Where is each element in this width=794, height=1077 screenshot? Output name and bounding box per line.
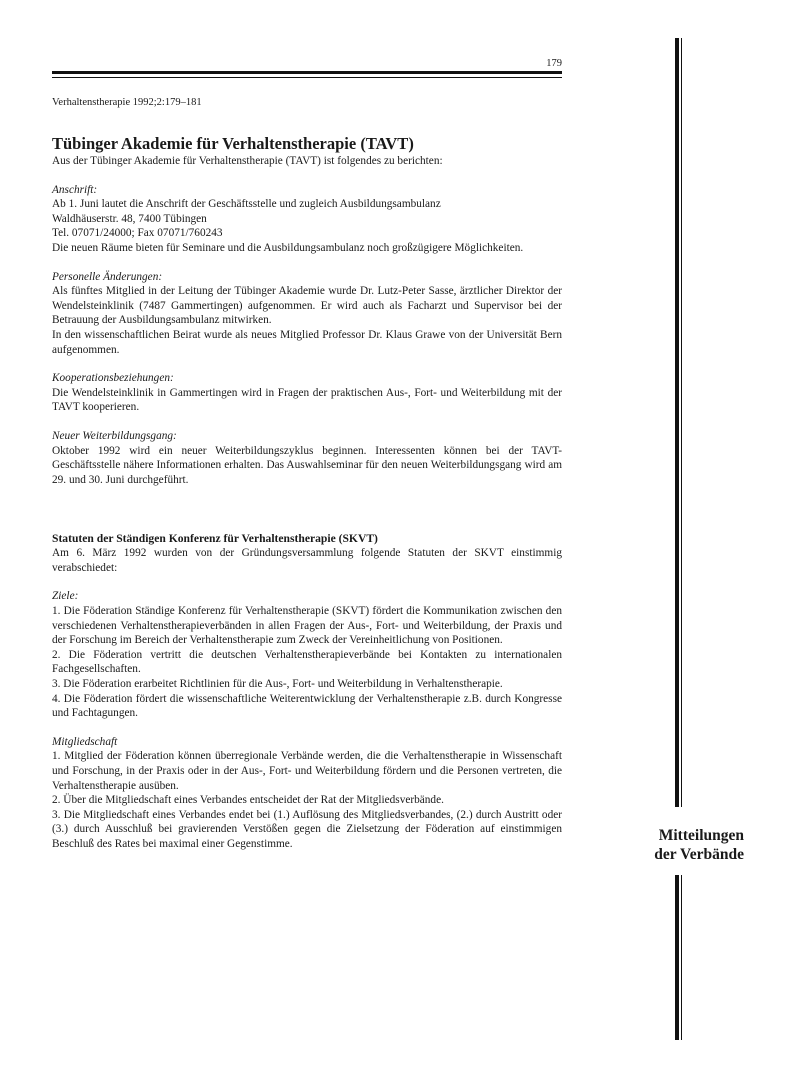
- sidebar-label-line2: der Verbände: [654, 846, 744, 863]
- journal-citation: Verhaltenstherapie 1992;2:179–181: [52, 97, 202, 108]
- paragraph: Die neuen Räume bieten für Seminare und die Ausbildungsambulanz noch großzügigere Möglichkeiten.: [52, 241, 524, 254]
- sidebar-bar-top-thin: [681, 38, 682, 807]
- list-item: 3. Die Mitgliedschaft eines Verbandes endet bei (1.) Auflösung des Mitgliedsverbandes, (2.) durch Austritt oder (3.) durch Ausschluß bei gravierenden Verstößen gegen die Zielsetzung der Föderation auf einstimmigen Beschluß des Rates bei maximal einer Gegenstimme.: [52, 808, 562, 850]
- sidebar-section-label: [620, 826, 744, 864]
- list-item: 4. Die Föderation fördert die wissenschaftliche Weiterentwicklung der Verhaltenstherapie z.B. durch Kongresse und Fachtagungen.: [52, 692, 562, 720]
- article-content: [52, 134, 562, 852]
- list-item: 2. Über die Mitgliedschaft eines Verbandes entscheidet der Rat der Mitgliedsverbände.: [52, 794, 444, 807]
- subsection-heading-anschrift: Anschrift:: [52, 183, 98, 196]
- section-intro: Aus der Tübinger Akademie für Verhaltenstherapie (TAVT) ist folgendes zu berichten:: [52, 155, 443, 167]
- subsection-heading-personelle: Personelle Änderungen:: [52, 270, 163, 283]
- subsection-heading-kooperation: Kooperationsbeziehungen:: [52, 372, 174, 385]
- paragraph: Als fünftes Mitglied in der Leitung der Tübinger Akademie wurde Dr. Lutz-Peter Sasse, ärztlicher Direktor der Wendelsteinklinik (7487 Gammertingen) aufgenommen. Er wird auch als Facharzt und Supervisor bei der Betrauung der Ausbildungsambulanz mitwirken.: [52, 285, 562, 327]
- page-number: 179: [546, 58, 562, 69]
- list-item: 1. Die Föderation Ständige Konferenz für Verhaltenstherapie (SKVT) fördert die Kommunikation zwischen den verschiedenen Verhaltenstherapieverbänden in allen Fragen der Aus-, Fort- und Weiterbildung, der Praxis und der Forschung im Bereich der Verhaltenstherapie zum Zweck der Vereinheitlichung von Positionen.: [52, 605, 562, 647]
- paragraph: Waldhäuserstr. 48, 7400 Tübingen: [52, 212, 207, 225]
- section-tavt: [52, 134, 562, 487]
- subsection-heading-mitgliedschaft: Mitgliedschaft: [52, 735, 118, 748]
- subsection-heading-ziele: Ziele:: [52, 590, 79, 603]
- paragraph: Oktober 1992 wird ein neuer Weiterbildungszyklus beginnen. Interessenten können bei der TAVT-Geschäftsstelle nähere Informationen erhalten. Das Auswahlseminar für den neuen Weiterbildungsgang wird am 29. und 30. Juni durchgeführt.: [52, 444, 562, 486]
- sidebar-bar-top: [675, 38, 679, 807]
- paragraph: In den wissenschaftlichen Beirat wurde als neues Mitglied Professor Dr. Klaus Grawe von der Universität Bern aufgenommen.: [52, 328, 562, 356]
- sidebar-bar-bottom: [675, 875, 679, 1040]
- paragraph: Die Wendelsteinklinik in Gammertingen wird in Fragen der praktischen Aus-, Fort- und Weiterbildung mit der TAVT kooperieren.: [52, 386, 562, 414]
- section-intro: Am 6. März 1992 wurden von der Gründungsversammlung folgende Statuten der SKVT einstimmig verabschiedet:: [52, 547, 562, 574]
- section-title: Tübinger Akademie für Verhaltenstherapie (TAVT): [52, 134, 414, 153]
- list-item: 2. Die Föderation vertritt die deutschen Verhaltenstherapieverbände bei Kontakten zu internationalen Fachgesellschaften.: [52, 648, 562, 676]
- sidebar-bar-bottom-thin: [681, 875, 682, 1040]
- list-item: 1. Mitglied der Föderation können überregionale Verbände werden, die die Verhaltenstherapie in Wissenschaft und Forschung, in der Praxis oder in der Aus-, Fort- und Weiterbildung fördern und die Personen vertreten, die Verhaltenstherapie ausüben.: [52, 750, 562, 792]
- paragraph: Tel. 07071/24000; Fax 07071/760243: [52, 227, 223, 240]
- subsection-heading-weiterbildung: Neuer Weiterbildungsgang:: [52, 429, 177, 442]
- section-skvt: [52, 531, 562, 851]
- header-rule-thick: [52, 71, 562, 74]
- list-item: 3. Die Föderation erarbeitet Richtlinien für die Aus-, Fort- und Weiterbildung in Verhaltenstherapie.: [52, 678, 503, 691]
- header-rule-thin: [52, 77, 562, 78]
- paragraph: Ab 1. Juni lautet die Anschrift der Geschäftsstelle und zugleich Ausbildungsambulanz: [52, 198, 441, 211]
- section-title: Statuten der Ständigen Konferenz für Verhaltenstherapie (SKVT): [52, 532, 378, 546]
- sidebar-label-line1: Mitteilungen: [658, 827, 744, 844]
